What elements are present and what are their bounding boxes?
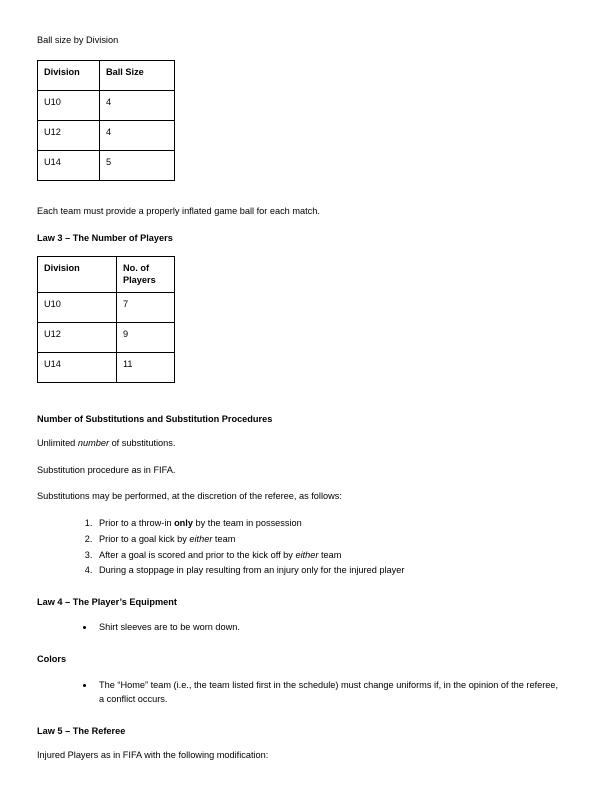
table-row xyxy=(38,352,175,382)
ball-provision-note: Each team must provide a properly inflated game ball for each match. xyxy=(37,206,320,217)
subs-line1-pre: Unlimited xyxy=(37,438,78,449)
item-text-pre: After a goal is scored and prior to the kick off by xyxy=(99,549,296,560)
item-text-pre: Prior to a goal kick by xyxy=(99,533,190,544)
item-text-pre: Prior to a throw-in xyxy=(99,518,175,529)
subs-line1-post: of substitutions. xyxy=(109,438,176,449)
item-text-emphasis: either xyxy=(189,533,213,544)
colors-list xyxy=(37,678,572,707)
law4-list xyxy=(37,620,572,635)
table-cell-ball-size: 4 xyxy=(100,91,175,121)
table-header-cell: Division xyxy=(38,61,100,91)
item-text-tail: team xyxy=(212,533,236,544)
list-item: • Shirt sleeves are to be worn down. xyxy=(95,620,572,635)
table-row xyxy=(38,151,175,181)
law4-heading: Law 4 – The Player’s Equipment xyxy=(37,597,177,608)
table-cell-ball-size: 4 xyxy=(100,121,175,151)
table-cell-division: U12 xyxy=(38,121,100,151)
unlimited-substitutions-line xyxy=(37,437,572,450)
item-text-tail: team xyxy=(318,549,342,560)
item-text-post: by the team in possession xyxy=(192,518,302,529)
substitution-conditions-intro: Substitutions may be performed, at the discretion of the referee, as follows: xyxy=(37,490,342,501)
law5-line: Injured Players as in FIFA with the following modification: xyxy=(37,750,269,761)
table-cell-division: U14 xyxy=(38,352,117,382)
table-cell-division: U10 xyxy=(38,292,117,322)
table-row xyxy=(38,91,175,121)
law5-heading: Law 5 – The Referee xyxy=(37,725,126,736)
table-header-cell: Division xyxy=(38,257,117,293)
item-text-emphasis: either xyxy=(295,549,319,560)
spacer xyxy=(37,181,572,199)
table-cell-player-count: 11 xyxy=(117,352,175,382)
colors-heading: Colors xyxy=(37,654,67,665)
table-header-cell: Ball Size xyxy=(100,61,175,91)
number-of-players-table xyxy=(37,256,175,383)
table-cell-player-count: 7 xyxy=(117,292,175,322)
list-item: • The “Home” team (i.e., the team listed first in the schedule) must change uniforms if, in the opinion of the referee, a conflict occurs. xyxy=(95,678,572,707)
item-text-bold: only xyxy=(174,518,193,529)
table-header-row xyxy=(38,61,175,91)
ball-size-intro: Ball size by Division xyxy=(37,35,119,45)
table-cell-ball-size: 5 xyxy=(100,151,175,181)
substitution-procedure-line: Substitution procedure as in FIFA. xyxy=(37,464,176,475)
table-row xyxy=(38,121,175,151)
list-item xyxy=(95,516,572,531)
list-item xyxy=(95,548,572,563)
spacer xyxy=(37,401,572,413)
table-cell-division: U10 xyxy=(38,91,100,121)
table-cell-division: U12 xyxy=(38,322,117,352)
table-header-cell: No. of Players xyxy=(117,257,175,293)
subs-line1-emphasis: number xyxy=(77,438,110,449)
list-item xyxy=(95,532,572,547)
table-row xyxy=(38,292,175,322)
spacer xyxy=(37,383,572,401)
substitution-conditions-list xyxy=(37,516,572,578)
table-cell-division: U14 xyxy=(38,151,100,181)
item-text-pre: During a stoppage in play resulting from an injury only for the injured player xyxy=(99,565,405,576)
table-header-row xyxy=(38,257,175,293)
ball-size-table xyxy=(37,60,175,181)
table-cell-player-count: 9 xyxy=(117,322,175,352)
table-row xyxy=(38,322,175,352)
law3-heading: Law 3 – The Number of Players xyxy=(37,232,173,243)
substitutions-heading: Number of Substitutions and Substitution Procedures xyxy=(37,413,273,424)
list-item xyxy=(95,563,572,578)
